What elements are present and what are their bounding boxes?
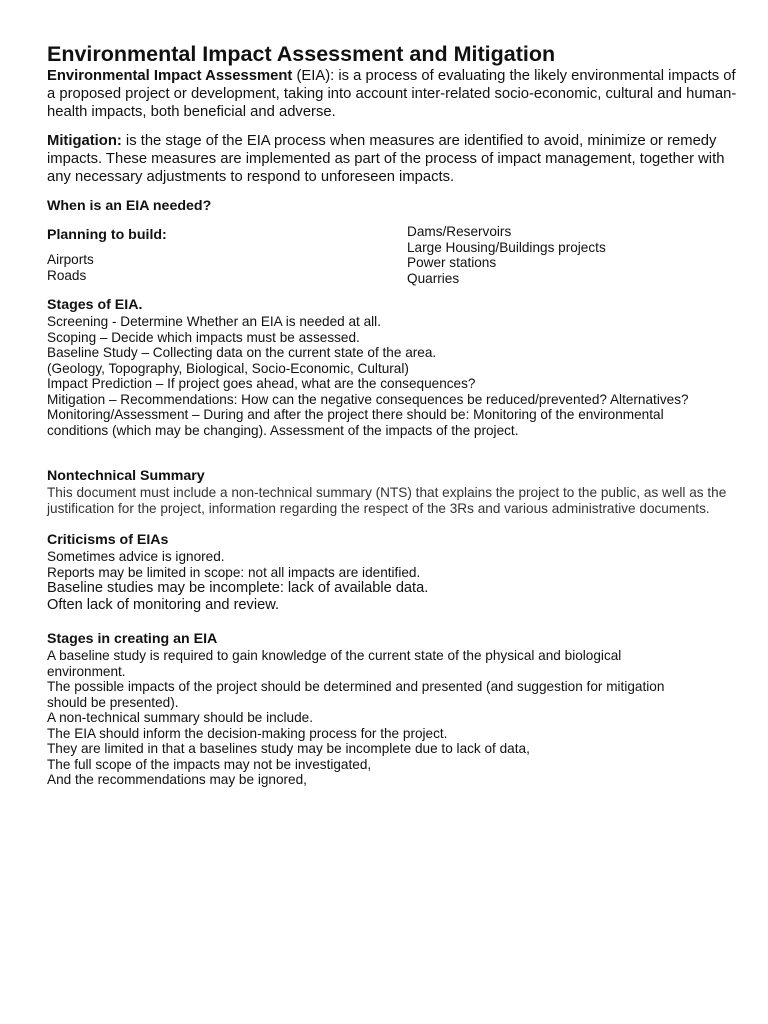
creating-line: They are limited in that a baselines study may be incomplete due to lack of data, [47, 741, 530, 756]
planning-left-column [47, 224, 387, 283]
criticism-line: Baseline studies may be incomplete: lack of available data. [47, 580, 429, 596]
stage-line: conditions (which may be changing). Assessment of the impacts of the project. [47, 422, 519, 438]
mitigation-term: Mitigation: [47, 133, 122, 149]
creating-line: The full scope of the impacts may not be investigated, [47, 756, 372, 772]
stage-line: Mitigation – Recommendations: How can the negative consequences be reduced/prevented? Alternatives? [47, 391, 689, 407]
creating-line: The possible impacts of the project should be determined and presented (and suggestion for mitigation should be presented). [47, 679, 665, 710]
page-title: Environmental Impact Assessment and Mitigation [47, 42, 556, 66]
creating-heading: Stages in creating an EIA [47, 631, 218, 647]
stage-line: Screening - Determine Whether an EIA is needed at all. [47, 314, 381, 329]
eia-definition [47, 67, 737, 121]
creating-line: A non-technical summary should be include. [47, 710, 313, 725]
when-needed-heading: When is an EIA needed? [47, 198, 212, 214]
stage-line: (Geology, Topography, Biological, Socio-Economic, Cultural) [47, 360, 409, 376]
planning-item: Power stations [407, 255, 497, 270]
criticism-line: Sometimes advice is ignored. [47, 549, 225, 564]
nts-text: This document must include a non-technical summary (NTS) that explains the project to the public, as well as the justification for the project, information regarding the respect of the 3Rs and various administrative documents. [47, 485, 727, 516]
planning-item: Large Housing/Buildings projects [407, 239, 606, 255]
stage-line: Monitoring/Assessment – During and after the project there should be: Monitoring of the environmental [47, 407, 664, 422]
criticism-line: Reports may be limited in scope: not all impacts are identified. [47, 564, 421, 580]
mitigation-definition [47, 132, 737, 186]
stage-line: Baseline Study – Collecting data on the current state of the area. [47, 345, 437, 360]
planning-heading: Planning to build: [47, 227, 167, 243]
planning-item: Quarries [407, 270, 460, 286]
nts-section [47, 468, 737, 516]
stages-section [47, 297, 737, 438]
planning-section [47, 224, 737, 296]
mitigation-definition-text: is the stage of the EIA process when measures are identified to avoid, minimize or remedy impacts. These measures are implemented as part of the process of impact management, together with any necessary adjustments to respond to unforeseen impacts. [47, 133, 725, 185]
planning-right-column [407, 224, 747, 286]
creating-line: The EIA should inform the decision-making process for the project. [47, 725, 448, 741]
planning-item: Roads [47, 267, 87, 283]
stages-heading: Stages of EIA. [47, 297, 143, 313]
document-page [47, 42, 737, 788]
planning-item: Dams/Reservoirs [407, 224, 512, 239]
criticisms-section [47, 532, 737, 614]
planning-item: Airports [47, 252, 94, 267]
nts-heading: Nontechnical Summary [47, 468, 205, 484]
stage-line: Scoping – Decide which impacts must be assessed. [47, 329, 360, 345]
creating-section [47, 631, 737, 788]
criticism-line: Often lack of monitoring and review. [47, 597, 279, 613]
creating-line: And the recommendations may be ignored, [47, 772, 307, 787]
eia-term: Environmental Impact Assessment [47, 68, 293, 84]
creating-line: A baseline study is required to gain knowledge of the current state of the physical and biological environment. [47, 648, 622, 679]
eia-definition-text: (EIA): is a process of evaluating the likely environmental impacts of a proposed project or development, taking into account inter-related socio-economic, cultural and human-health impacts, both beneficial and adverse. [47, 68, 737, 120]
stage-line: Impact Prediction – If project goes ahead, what are the consequences? [47, 376, 476, 391]
criticisms-heading: Criticisms of EIAs [47, 532, 169, 548]
